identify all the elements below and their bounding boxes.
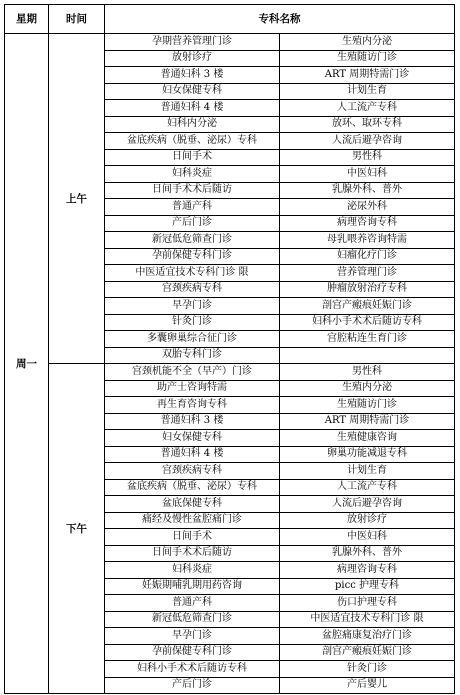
department-cell-right: 男性科 bbox=[280, 149, 455, 166]
department-cell-right: 人流后避孕咨询 bbox=[280, 496, 455, 513]
department-cell-left: 早孕门诊 bbox=[105, 628, 280, 645]
department-cell-right: 妇科小手术术后随访专科 bbox=[280, 314, 455, 331]
department-cell-right: 卵巢功能减退专科 bbox=[280, 446, 455, 463]
department-cell-right: picc 护理专科 bbox=[280, 578, 455, 595]
department-cell-left: 产后门诊 bbox=[105, 215, 280, 232]
department-cell-right: 针灸门诊 bbox=[280, 661, 455, 678]
header-department: 专科名称 bbox=[105, 5, 455, 34]
department-cell-left: 日间手术术后随访 bbox=[105, 182, 280, 199]
schedule-body bbox=[5, 34, 455, 694]
department-cell-right: 乳腺外科、普外 bbox=[280, 545, 455, 562]
department-cell-left: 中医适宜技术专科门诊 限 bbox=[105, 265, 280, 282]
department-cell-right: 剖宫产瘢痕妊娠门诊 bbox=[280, 298, 455, 315]
department-cell-left: 普通产科 bbox=[105, 595, 280, 612]
department-cell-right: 放射诊疗 bbox=[280, 512, 455, 529]
department-cell-left: 助产士咨询特需 bbox=[105, 380, 280, 397]
department-cell-left: 日间手术 bbox=[105, 529, 280, 546]
department-cell-right: 乳腺外科、普外 bbox=[280, 182, 455, 199]
department-cell-left: 盆底疾病（脱垂、泌尿）专科 bbox=[105, 479, 280, 496]
department-cell-left: 放射诊疗 bbox=[105, 50, 280, 67]
department-cell-right: 泌尿外科 bbox=[280, 199, 455, 216]
department-cell-right: 计划生育 bbox=[280, 83, 455, 100]
department-cell-right: 病理咨询专科 bbox=[280, 562, 455, 579]
department-cell-right bbox=[280, 347, 455, 364]
department-cell-right: 生殖内分泌 bbox=[280, 34, 455, 51]
department-cell-left: 日间手术 bbox=[105, 149, 280, 166]
department-cell-right: 剖宫产瘢痕妊娠门诊 bbox=[280, 644, 455, 661]
department-cell-right: 产后婴儿 bbox=[280, 677, 455, 694]
department-cell-right: 中医适宜技术专科门诊 限 bbox=[280, 611, 455, 628]
department-cell-right: 人工流产专科 bbox=[280, 100, 455, 117]
department-cell-right: 肿瘤放射治疗专科 bbox=[280, 281, 455, 298]
department-cell-left: 针灸门诊 bbox=[105, 314, 280, 331]
table-row bbox=[5, 34, 455, 51]
department-cell-left: 妊娠期哺乳期用药咨询 bbox=[105, 578, 280, 595]
department-cell-left: 孕前保健专科门诊 bbox=[105, 248, 280, 265]
department-cell-left: 早孕门诊 bbox=[105, 298, 280, 315]
department-cell-left: 普通妇科 4 楼 bbox=[105, 446, 280, 463]
department-cell-left: 妇科小手术术后随访专科 bbox=[105, 661, 280, 678]
department-cell-left: 双胎专科门诊 bbox=[105, 347, 280, 364]
department-cell-left: 新冠低危筛查门诊 bbox=[105, 232, 280, 249]
department-cell-left: 盆底保健专科 bbox=[105, 496, 280, 513]
afternoon-period-cell: 下午 bbox=[49, 364, 105, 694]
department-cell-right: 放环、取环专科 bbox=[280, 116, 455, 133]
department-cell-left: 妇女保健专科 bbox=[105, 430, 280, 447]
department-cell-right: 生殖随访门诊 bbox=[280, 397, 455, 414]
department-cell-right: 中医妇科 bbox=[280, 529, 455, 546]
department-cell-right: 病理咨询专科 bbox=[280, 215, 455, 232]
department-cell-left: 痛经及慢性盆腔痛门诊 bbox=[105, 512, 280, 529]
department-cell-left: 普通妇科 3 楼 bbox=[105, 67, 280, 84]
department-cell-right: 妇瘤化疗门诊 bbox=[280, 248, 455, 265]
department-cell-right: 人流后避孕咨询 bbox=[280, 133, 455, 150]
day-cell: 周一 bbox=[5, 34, 49, 694]
department-cell-right: ART 周期特需门诊 bbox=[280, 413, 455, 430]
department-cell-right: 母乳喂养咨询特需 bbox=[280, 232, 455, 249]
department-cell-left: 妇科炎症 bbox=[105, 562, 280, 579]
department-cell-left: 普通妇科 4 楼 bbox=[105, 100, 280, 117]
header-day: 星期 bbox=[5, 5, 49, 34]
department-cell-left: 妇女保健专科 bbox=[105, 83, 280, 100]
department-cell-right: 人工流产专科 bbox=[280, 479, 455, 496]
header-period: 时间 bbox=[49, 5, 105, 34]
department-cell-left: 孕前保健专科门诊 bbox=[105, 644, 280, 661]
header-row bbox=[5, 5, 455, 34]
department-cell-left: 妇科炎症 bbox=[105, 166, 280, 183]
department-cell-right: 中医妇科 bbox=[280, 166, 455, 183]
department-cell-left: 日间手术术后随访 bbox=[105, 545, 280, 562]
department-cell-right: 宫腔粘连生育门诊 bbox=[280, 331, 455, 348]
department-cell-left: 宫颈机能不全（早产）门诊 bbox=[105, 364, 280, 381]
schedule-table bbox=[4, 4, 455, 694]
department-cell-right: 营养管理门诊 bbox=[280, 265, 455, 282]
department-cell-left: 宫颈疾病专科 bbox=[105, 281, 280, 298]
department-cell-right: 伤口护理专科 bbox=[280, 595, 455, 612]
table-row bbox=[5, 364, 455, 381]
department-cell-right: 生殖随访门诊 bbox=[280, 50, 455, 67]
department-cell-left: 普通妇科 3 楼 bbox=[105, 413, 280, 430]
department-cell-left: 新冠低危筛查门诊 bbox=[105, 611, 280, 628]
department-cell-left: 产后门诊 bbox=[105, 677, 280, 694]
morning-period-cell: 上午 bbox=[49, 34, 105, 364]
department-cell-left: 多囊卵巢综合征门诊 bbox=[105, 331, 280, 348]
department-cell-left: 再生育咨询专科 bbox=[105, 397, 280, 414]
department-cell-right: 男性科 bbox=[280, 364, 455, 381]
department-cell-right: ART 周期特需门诊 bbox=[280, 67, 455, 84]
department-cell-right: 生殖内分泌 bbox=[280, 380, 455, 397]
department-cell-left: 宫颈疾病专科 bbox=[105, 463, 280, 480]
department-cell-left: 盆底疾病（脱垂、泌尿）专科 bbox=[105, 133, 280, 150]
department-cell-right: 生殖健康咨询 bbox=[280, 430, 455, 447]
department-cell-right: 计划生育 bbox=[280, 463, 455, 480]
department-cell-right: 盆腔痛康复治疗门诊 bbox=[280, 628, 455, 645]
department-cell-left: 普通产科 bbox=[105, 199, 280, 216]
department-cell-left: 孕期营养管理门诊 bbox=[105, 34, 280, 51]
department-cell-left: 妇科内分泌 bbox=[105, 116, 280, 133]
